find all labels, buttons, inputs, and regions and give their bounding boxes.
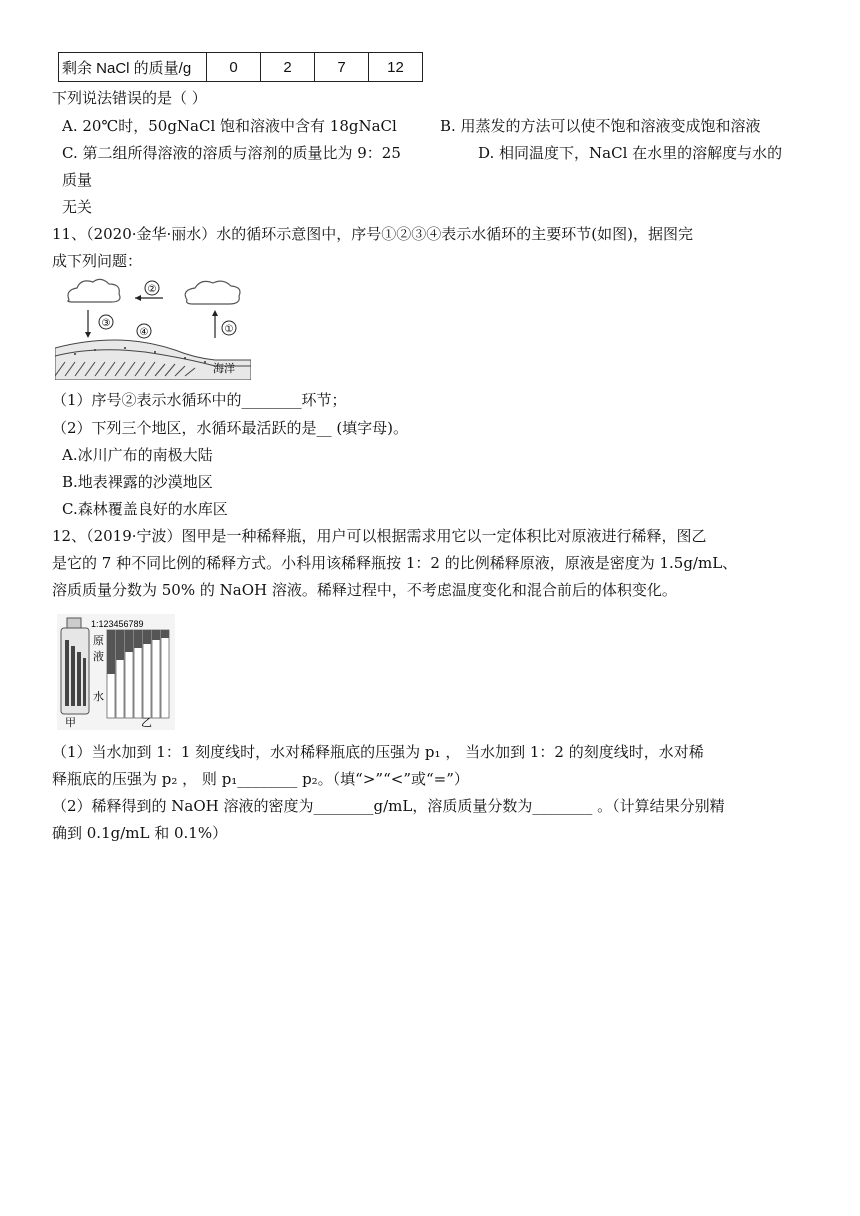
dilution-bottle-figure bbox=[57, 614, 175, 730]
q10-prompt: 下列说法错误的是（ ） bbox=[52, 89, 207, 107]
table-cell: 2 bbox=[261, 53, 315, 82]
q10-option-d: D. 相同温度下，NaCl 在水里的溶解度与水的 bbox=[478, 144, 783, 162]
shui-label: 水 bbox=[93, 690, 104, 703]
q10-option-d-cont: 无关 bbox=[62, 198, 93, 216]
q12-sub1-line: （1）当水加到 1：1 刻度线时，水对稀释瓶底的压强为 p₁ ， 当水加到 1：2 的刻度线时，水对稀 bbox=[52, 743, 704, 761]
yuan-label: 原 bbox=[93, 634, 104, 647]
table-row bbox=[59, 53, 423, 82]
marker-3-label: ③ bbox=[101, 318, 111, 329]
q11-option-c: C.森林覆盖良好的水库区 bbox=[62, 500, 228, 518]
marker-2-label: ② bbox=[147, 284, 157, 295]
q11-option-a: A.冰川广布的南极大陆 bbox=[62, 446, 213, 464]
remaining-nacl-table bbox=[58, 52, 423, 82]
q10-option-c: C. 第二组所得溶液的溶质与溶剂的质量比为 9：25 bbox=[62, 144, 401, 162]
ratio-labels: 1:123456789 bbox=[91, 619, 144, 629]
cloud-icon bbox=[185, 281, 240, 304]
cloud-icon bbox=[68, 279, 120, 302]
q12-sub1-line: 释瓶底的压强为 p₂ ， 则 p₁________ p₂。（填“>”“<”或“=”） bbox=[52, 770, 469, 788]
q11-option-b: B.地表裸露的沙漠地区 bbox=[62, 473, 213, 491]
water-cycle-figure bbox=[55, 276, 251, 380]
q12-stem-line: 是它的 7 种不同比例的稀释方式。小科用该稀释瓶按 1：2 的比例稀释原液，原液是密度为 1.5g/mL、 bbox=[52, 554, 738, 572]
q11-stem-line: 11、（2020·金华·丽水）水的循环示意图中，序号①②③④表示水循环的主要环节(如图)，据图完 bbox=[52, 225, 694, 243]
q11-stem-line: 成下列问题： bbox=[52, 252, 143, 270]
q10-option-d-cont: 质量 bbox=[62, 171, 93, 189]
ocean-label: 海洋 bbox=[213, 362, 235, 375]
q12-stem-line: 溶质质量分数为 50% 的 NaOH 溶液。稀释过程中，不考虑温度变化和混合前后的体积变化。 bbox=[52, 581, 677, 599]
q10-option-a: A. 20℃时，50gNaCl 饱和溶液中含有 18gNaCl bbox=[62, 117, 397, 135]
table-header-cell: 剩余 NaCl 的质量/g bbox=[59, 53, 207, 82]
table-cell: 7 bbox=[315, 53, 369, 82]
table-cell: 12 bbox=[369, 53, 423, 82]
q12-stem-line: 12、（2019·宁波）图甲是一种稀释瓶，用户可以根据需求用它以一定体积比对原液进行稀释，图乙 bbox=[52, 527, 707, 545]
q12-sub2-line: 确到 0.1g/mL 和 0.1%） bbox=[52, 824, 228, 842]
table-cell: 0 bbox=[207, 53, 261, 82]
q11-sub2: （2）下列三个地区，水循环最活跃的是__ (填字母)。 bbox=[52, 419, 409, 437]
q11-sub1: （1）序号②表示水循环中的________环节； bbox=[52, 391, 347, 409]
yi-label: 乙 bbox=[141, 716, 152, 729]
q10-option-b: B. 用蒸发的方法可以使不饱和溶液变成饱和溶液 bbox=[440, 117, 761, 135]
q12-sub2-line: （2）稀释得到的 NaOH 溶液的密度为________g/mL，溶质质量分数为________ 。（计算结果分别精 bbox=[52, 797, 725, 815]
marker-4-label: ④ bbox=[139, 327, 149, 338]
ye-label: 液 bbox=[93, 650, 104, 663]
jia-label: 甲 bbox=[65, 716, 76, 729]
marker-1-label: ① bbox=[224, 324, 234, 335]
